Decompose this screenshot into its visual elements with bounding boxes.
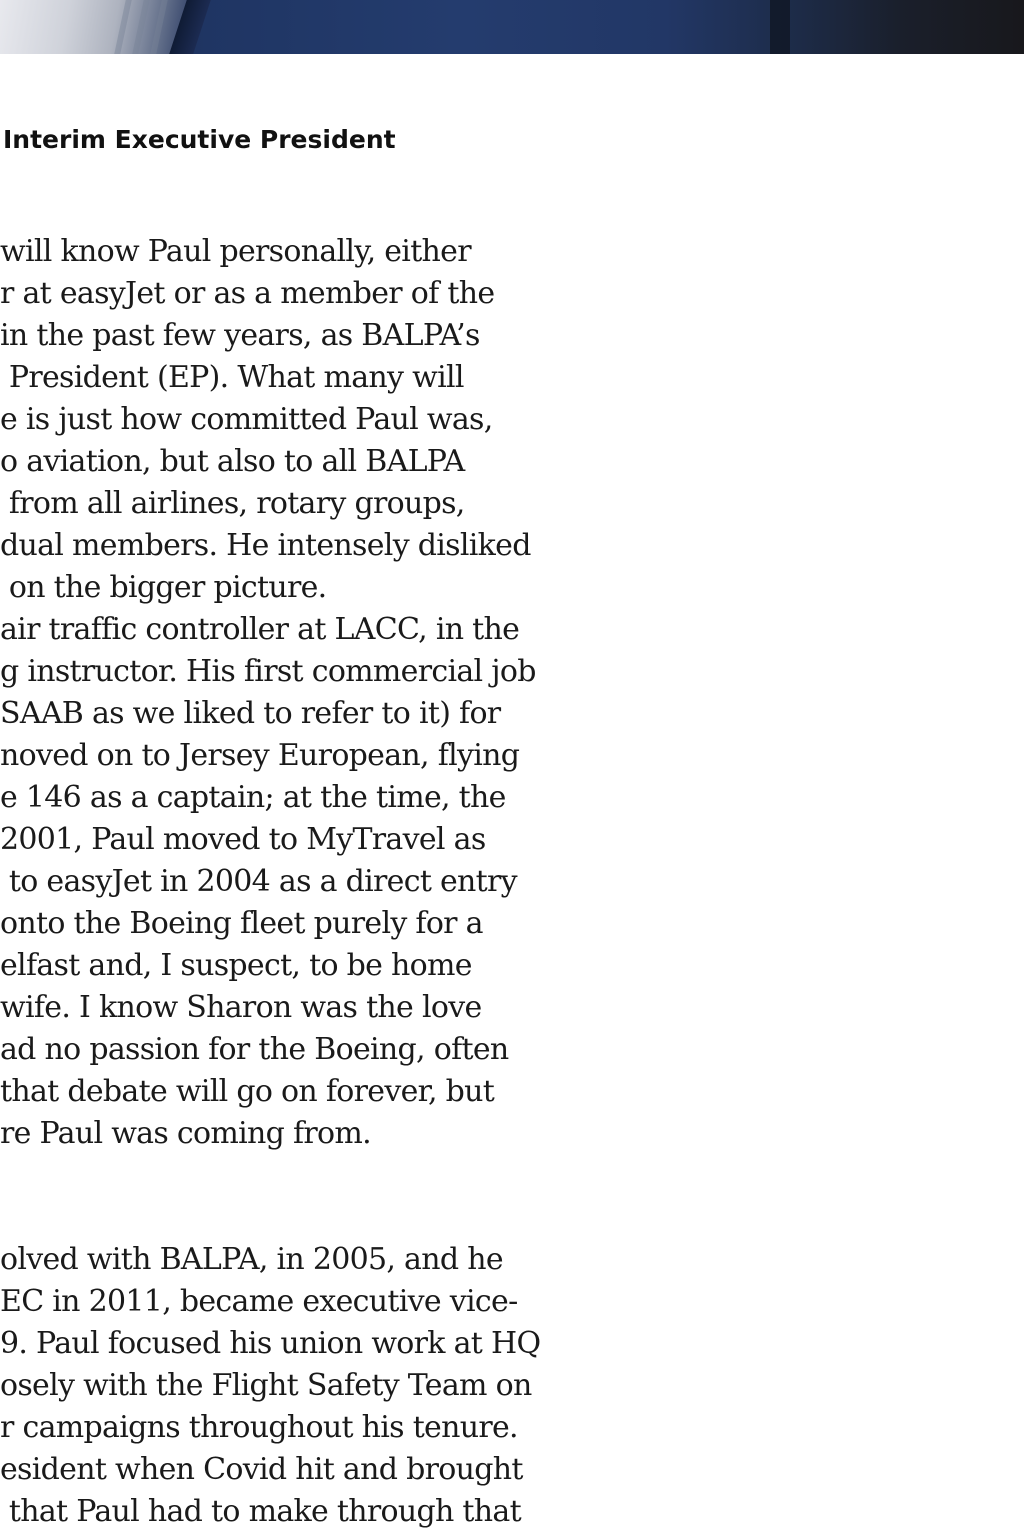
- text-line: EC in 2011, became executive vice-: [0, 1284, 518, 1319]
- text-line: o aviation, but also to all BALPA: [0, 444, 465, 479]
- text-line: that debate will go on forever, but: [0, 1074, 495, 1109]
- text-line: SAAB as we liked to refer to it) for: [0, 696, 501, 731]
- article-paragraph-2: [0, 1239, 540, 1533]
- photo-shadow: [770, 0, 790, 54]
- text-line: 9. Paul focused his union work at HQ: [0, 1326, 541, 1361]
- text-line: r campaigns throughout his tenure.: [0, 1410, 518, 1445]
- text-line: re Paul was coming from.: [0, 1116, 371, 1151]
- text-line: onto the Boeing fleet purely for a: [0, 906, 483, 941]
- text-line: on the bigger picture.: [0, 570, 327, 605]
- text-line: elfast and, I suspect, to be home: [0, 948, 472, 983]
- text-line: 2001, Paul moved to MyTravel as: [0, 822, 486, 857]
- text-line: in the past few years, as BALPA’s: [0, 318, 480, 353]
- text-line: r at easyJet or as a member of the: [0, 276, 495, 311]
- text-line: dual members. He intensely disliked: [0, 528, 531, 563]
- text-line: olved with BALPA, in 2005, and he: [0, 1242, 503, 1277]
- text-line: e is just how committed Paul was,: [0, 402, 493, 437]
- text-line: e 146 as a captain; at the time, the: [0, 780, 506, 815]
- header-photo: [0, 0, 1024, 54]
- text-line: wife. I know Sharon was the love: [0, 990, 482, 1025]
- text-line: noved on to Jersey European, flying: [0, 738, 520, 773]
- text-line: ad no passion for the Boeing, often: [0, 1032, 509, 1067]
- text-line: esident when Covid hit and brought: [0, 1452, 523, 1487]
- text-line: from all airlines, rotary groups,: [0, 486, 465, 521]
- text-line: g instructor. His first commercial job: [0, 654, 536, 689]
- article-subtitle: Interim Executive President: [3, 125, 396, 154]
- text-line: air traffic controller at LACC, in the: [0, 612, 520, 647]
- text-line: will know Paul personally, either: [0, 234, 471, 269]
- text-line: that Paul had to make through that: [0, 1494, 521, 1529]
- article-paragraph-1: [0, 231, 536, 1155]
- text-line: to easyJet in 2004 as a direct entry: [0, 864, 517, 899]
- text-line: President (EP). What many will: [0, 360, 464, 395]
- text-line: osely with the Flight Safety Team on: [0, 1368, 532, 1403]
